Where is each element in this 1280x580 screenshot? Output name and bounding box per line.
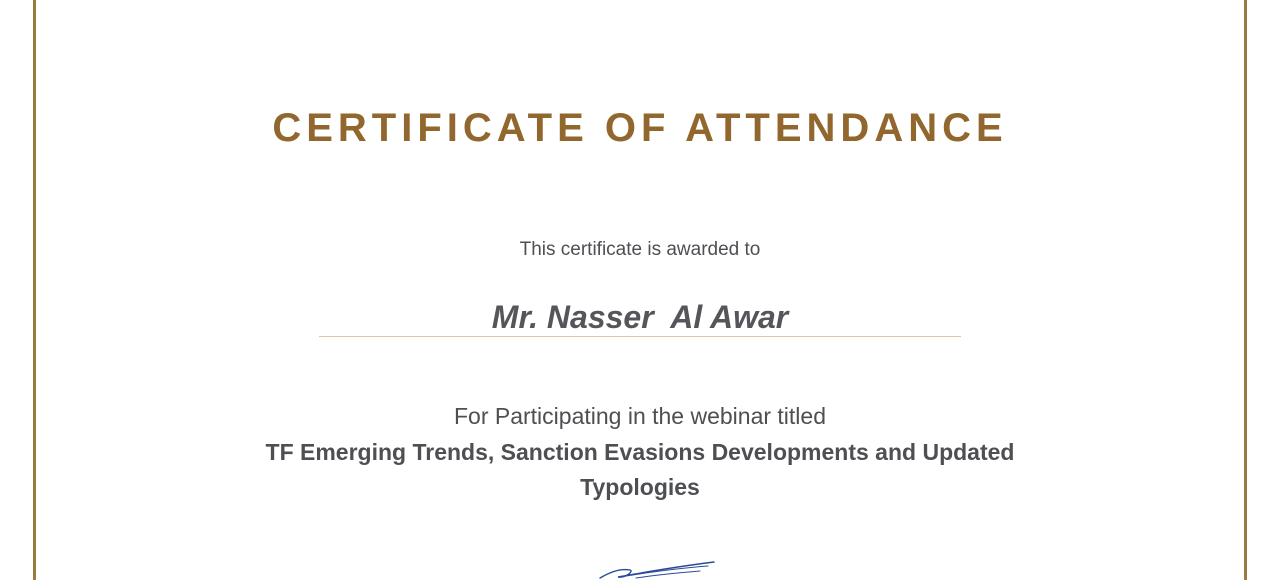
- name-underline: [319, 336, 961, 337]
- awarded-to-text: This certificate is awarded to: [519, 239, 761, 260]
- recipient-name: Mr. Nasser Al Awar: [491, 299, 789, 335]
- webinar-title: TF Emerging Trends, Sanction Evasions Developments and Updated Typologies: [265, 439, 1015, 500]
- participation-text: For Participating in the webinar titled: [453, 403, 827, 429]
- frame-border-right: [1244, 0, 1247, 580]
- frame-border-left: [33, 0, 36, 580]
- certificate-title: CERTIFICATE OF ATTENDANCE: [272, 106, 1008, 150]
- signature-image: [596, 558, 722, 580]
